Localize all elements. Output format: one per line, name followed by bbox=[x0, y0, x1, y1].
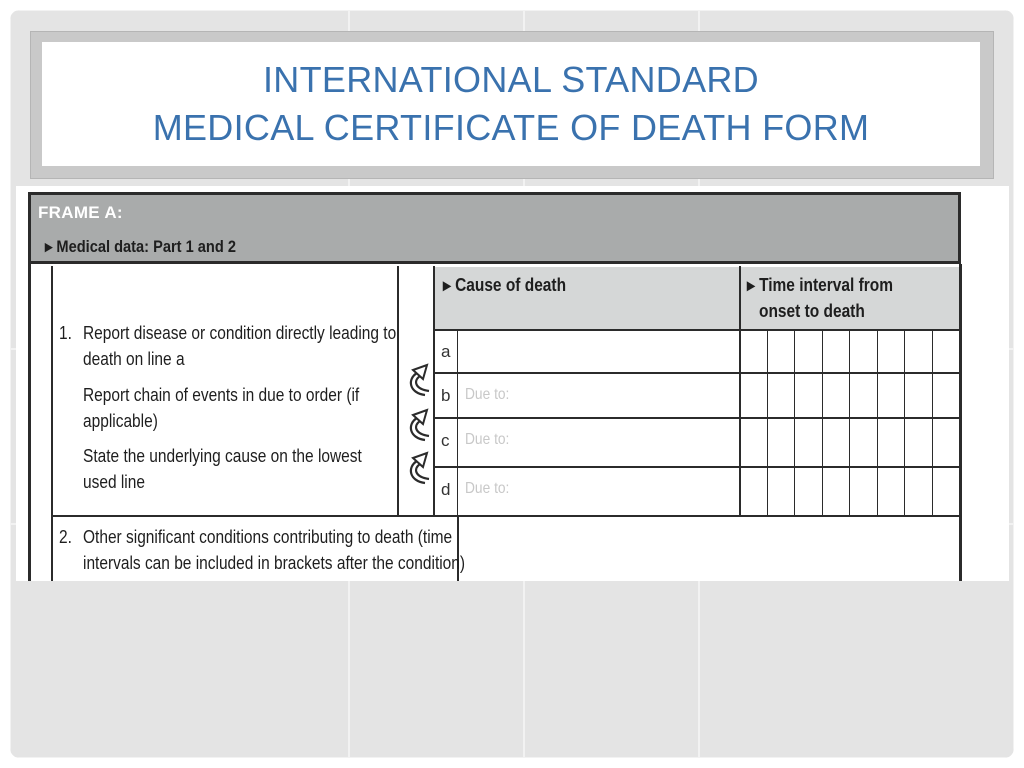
slide-title bbox=[42, 42, 980, 166]
due-to-placeholder-b: Due to: bbox=[465, 386, 510, 403]
divider-cause-time bbox=[739, 266, 741, 516]
due-to-placeholder-c: Due to: bbox=[465, 431, 510, 448]
item1-text-line: State the underlying cause on the lowest bbox=[83, 446, 362, 466]
row-line bbox=[433, 329, 961, 331]
item1-text-line: Report chain of events in due to order (if bbox=[83, 385, 360, 405]
item2-number: 2. bbox=[59, 527, 72, 547]
curved-up-arrow-icon bbox=[403, 449, 433, 487]
outer-left-border bbox=[28, 264, 31, 581]
row-letter-b: b bbox=[441, 386, 451, 405]
time-box-divider bbox=[822, 330, 823, 516]
divider-arrows-letters bbox=[433, 266, 435, 516]
time-interval-header-line1: ▸ Time interval from bbox=[747, 275, 893, 295]
frame-a-header bbox=[28, 192, 961, 264]
row-letter-c: c bbox=[441, 431, 450, 450]
row-line bbox=[433, 417, 961, 419]
item2-top-line bbox=[51, 515, 961, 517]
divider-item1-arrows bbox=[397, 266, 399, 516]
item1-text-line: used line bbox=[83, 472, 145, 492]
curved-up-arrow-icon bbox=[403, 406, 433, 444]
frame-subtitle: ▸ Medical data: Part 1 and 2 bbox=[45, 237, 236, 256]
due-to-placeholder-d: Due to: bbox=[465, 480, 510, 497]
row-letter-d: d bbox=[441, 480, 451, 499]
title-line-2: MEDICAL CERTIFICATE OF DEATH FORM bbox=[152, 107, 870, 148]
item1-text-line: applicable) bbox=[83, 411, 158, 431]
time-box-divider bbox=[932, 330, 933, 516]
item1-number: 1. bbox=[59, 323, 72, 343]
row-letter-a: a bbox=[441, 342, 451, 361]
title-line-1: INTERNATIONAL STANDARD bbox=[263, 59, 759, 100]
item2-text-line1: Other significant conditions contributing to death (time bbox=[83, 527, 453, 547]
row-line bbox=[433, 372, 961, 374]
item2-text-line2: intervals can be included in brackets after the condition) bbox=[83, 553, 466, 573]
time-box-divider bbox=[904, 330, 905, 516]
item1-text-line: Report disease or condition directly leading to bbox=[83, 323, 397, 343]
item1-text-line: death on line a bbox=[83, 349, 185, 369]
death-certificate-form-image bbox=[16, 186, 1009, 581]
outer-right-border bbox=[959, 264, 962, 581]
time-interval-header-line2: onset to death bbox=[759, 301, 865, 321]
curved-up-arrow-icon bbox=[403, 361, 433, 399]
frame-title: FRAME A: bbox=[38, 203, 123, 222]
time-box-divider bbox=[794, 330, 795, 516]
cause-of-death-header: ▸ Cause of death bbox=[443, 275, 567, 295]
inner-left-border bbox=[51, 266, 53, 581]
time-box-divider bbox=[877, 330, 878, 516]
row-line bbox=[433, 466, 961, 468]
time-box-divider bbox=[767, 330, 768, 516]
divider-letters-cause bbox=[457, 330, 458, 516]
time-box-divider bbox=[849, 330, 850, 516]
